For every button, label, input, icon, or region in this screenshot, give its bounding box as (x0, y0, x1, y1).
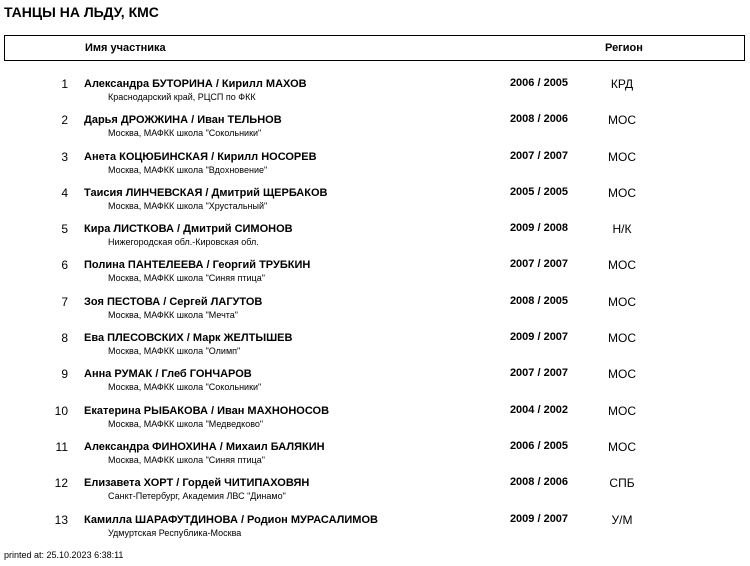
region-code: МОС (608, 403, 636, 418)
region-code: МОС (608, 439, 636, 454)
table-row (0, 436, 750, 472)
table-row (0, 182, 750, 218)
birth-years: 2005 / 2005 (509, 185, 569, 198)
table-row (0, 472, 750, 508)
birth-years: 2009 / 2008 (509, 222, 569, 235)
row-number: 2 (61, 113, 68, 128)
club-name: Нижегородская обл.-Кировская обл. (108, 237, 259, 248)
row-number: 7 (61, 294, 68, 309)
birth-years: 2006 / 2005 (509, 77, 569, 89)
region-code: КРД (610, 77, 634, 91)
table-row (0, 363, 750, 399)
birth-years: 2008 / 2005 (509, 294, 569, 307)
birth-years: 2007 / 2007 (509, 149, 569, 162)
pair-names: Дарья ДРОЖЖИНА / Иван ТЕЛЬНОВ (84, 114, 282, 127)
row-number: 12 (54, 476, 68, 491)
region-code: МОС (608, 258, 636, 273)
club-name: Краснодарский край, РЦСП по ФКК (108, 92, 256, 102)
club-name: Москва, МАФКК школа "Сокольники" (108, 128, 262, 139)
row-number: 1 (61, 77, 68, 91)
row-number: 13 (54, 512, 68, 527)
club-name: Москва, МАФКК школа "Хрустальный" (108, 200, 268, 211)
club-name: Москва, МАФКК школа "Синяя птица" (108, 273, 265, 284)
row-number: 6 (61, 258, 68, 273)
page-title: ТАНЦЫ НА ЛЬДУ, КМС (4, 4, 159, 20)
pair-names: Александра ФИНОХИНА / Михаил БАЛЯКИН (84, 440, 325, 453)
region-code: МОС (608, 294, 636, 309)
row-number: 10 (54, 403, 68, 418)
pair-names: Полина ПАНТЕЛЕЕВА / Георгий ТРУБКИН (84, 259, 311, 272)
pair-names: Александра БУТОРИНА / Кирилл МАХОВ (84, 78, 307, 90)
table-row (0, 509, 750, 545)
region-code: У/М (611, 512, 633, 527)
club-name: Удмуртская Республика-Москва (108, 527, 242, 538)
pair-names: Анна РУМАК / Глеб ГОНЧАРОВ (84, 368, 252, 381)
row-number: 3 (61, 149, 68, 164)
table-row (0, 400, 750, 436)
birth-years: 2004 / 2002 (509, 403, 569, 416)
row-number: 8 (61, 331, 68, 346)
region-code: МОС (608, 367, 636, 382)
birth-years: 2008 / 2006 (509, 476, 569, 489)
pair-names: Таисия ЛИНЧЕВСКАЯ / Дмитрий ЩЕРБАКОВ (84, 186, 328, 199)
table-row (0, 73, 750, 109)
region-code: МОС (608, 331, 636, 346)
club-name: Москва, МАФКК школа "Медведково" (108, 418, 264, 429)
table-header (4, 35, 745, 61)
birth-years: 2009 / 2007 (509, 512, 569, 525)
club-name: Москва, МАФКК школа "Мечта" (108, 309, 238, 320)
region-code: Н/К (612, 222, 632, 237)
birth-years: 2008 / 2006 (509, 113, 569, 126)
row-number: 5 (61, 222, 68, 237)
birth-years: 2007 / 2007 (509, 258, 569, 271)
club-name: Москва, МАФКК школа "Сокольники" (108, 382, 262, 393)
table-row (0, 327, 750, 363)
table-row (0, 254, 750, 290)
pair-names: Елизавета ХОРТ / Гордей ЧИТИПАХОВЯН (84, 477, 310, 490)
pair-names: Анета КОЦЮБИНСКАЯ / Кирилл НОСОРЕВ (84, 150, 317, 163)
birth-years: 2007 / 2007 (509, 367, 569, 380)
club-name: Москва, МАФКК школа "Синяя птица" (108, 454, 265, 465)
printed-timestamp: printed at: 25.10.2023 6:38:11 (4, 550, 124, 560)
pair-names: Зоя ПЕСТОВА / Сергей ЛАГУТОВ (84, 295, 263, 308)
club-name: Москва, МАФКК школа "Олимп" (108, 346, 241, 357)
table-row (0, 291, 750, 327)
participants-list (0, 73, 750, 545)
pair-names: Екатерина РЫБАКОВА / Иван МАХНОНОСОВ (84, 404, 330, 417)
region-code: МОС (608, 149, 636, 164)
row-number: 11 (55, 439, 68, 454)
club-name: Москва, МАФКК школа "Вдохновение" (108, 164, 268, 175)
birth-years: 2009 / 2007 (509, 331, 569, 344)
pair-names: Кира ЛИСТКОВА / Дмитрий СИМОНОВ (84, 223, 293, 236)
column-header-name: Имя участника (85, 42, 166, 54)
pair-names: Ева ПЛЕСОВСКИХ / Марк ЖЕЛТЫШЕВ (84, 332, 293, 345)
pair-names: Камилла ШАРАФУТДИНОВА / Родион МУРАСАЛИМОВ (84, 513, 378, 526)
table-row (0, 146, 750, 182)
row-number: 4 (61, 185, 68, 200)
birth-years: 2006 / 2005 (509, 439, 569, 452)
region-code: МОС (608, 113, 636, 128)
region-code: МОС (608, 185, 636, 200)
table-row (0, 218, 750, 254)
club-name: Санкт-Петербург, Академия ЛВС "Динамо" (108, 491, 286, 502)
row-number: 9 (61, 367, 68, 382)
column-header-region: Регион (605, 42, 643, 54)
region-code: СПБ (609, 476, 635, 491)
table-row (0, 109, 750, 145)
